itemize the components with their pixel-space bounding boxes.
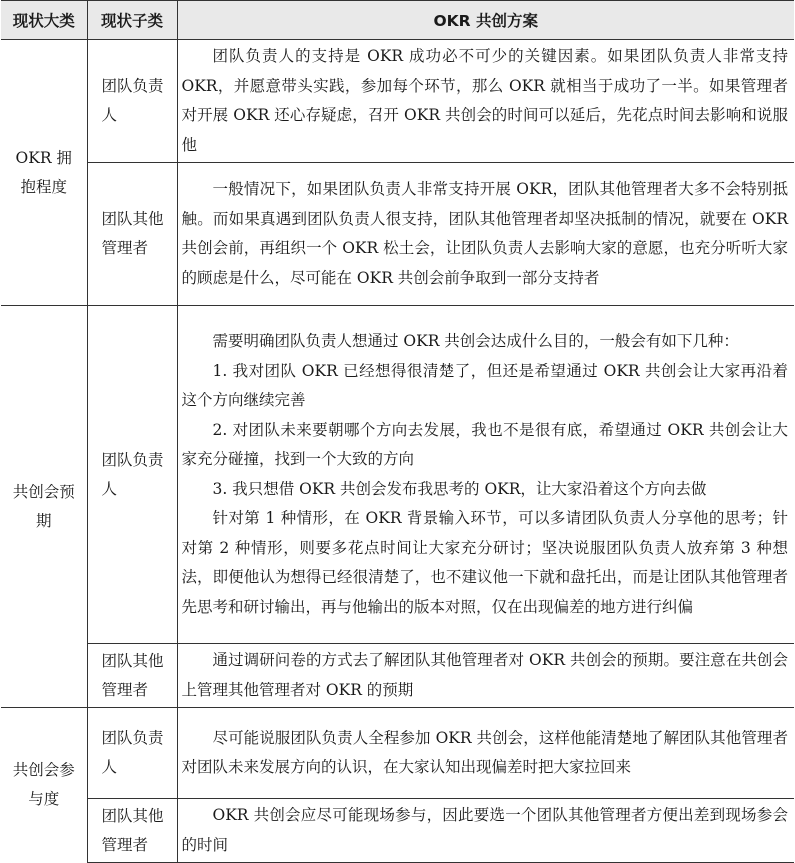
category-cell: OKR 拥抱程度 [1,40,87,306]
plan-cell [177,306,794,644]
plan-paragraph: 3. 我只想借 OKR 共创会发布我思考的 OKR，让大家沿着这个方向去做 [212,479,707,498]
table-row [1,306,794,644]
plan-cell [177,799,794,863]
subcategory-cell: 团队其他管理者 [87,799,177,863]
plan-paragraph: 1. 我对团队 OKR 已经想得很清楚了，但还是希望通过 OKR 共创会让大家再沿着这个方向继续完善 [181,361,788,409]
table-row [1,163,794,306]
table-row [1,644,794,708]
subcategory-cell: 团队负责人 [87,306,177,644]
table-row [1,40,794,163]
header-plan: OKR 共创方案 [177,1,794,40]
plan-cell [177,708,794,799]
plan-paragraph: 一般情况下，如果团队负责人非常支持开展 OKR，团队其他管理者大多不会特别抵触。而如果真遇到团队负责人很支持，团队其他管理者却坚决抵制的情况，就要在 OKR 共创会前，再组织一个 OKR 松土会，让团队负责人去影响大家的意愿，也充分听听大家的顾虑是什么，尽可能在 OKR 共创会前争取到一部分支持者 [181,180,788,287]
table-row [1,799,794,863]
plan-cell [177,163,794,306]
plan-paragraph: 针对第 1 种情形，在 OKR 背景输入环节，可以多请团队负责人分享他的思考；针对第 2 种情形，则要多花点时间让大家充分研讨；坚决说服团队负责人放弃第 3 种想法，即便他认为想得已经很清楚了，也不建议他一下就和盘托出，而是让团队其他管理者先思考和研讨输出，再与他输出的版本对照，仅在出现偏差的地方进行纠偏 [181,509,788,616]
subcategory-cell: 团队负责人 [87,40,177,163]
header-category: 现状大类 [1,1,87,40]
plan-paragraph: 团队负责人的支持是 OKR 成功必不可少的关键因素。如果团队负责人非常支持 OKR，并愿意带头实践，参加每个环节，那么 OKR 就相当于成功了一半。如果管理者对开展 OKR 还心存疑虑，召开 OKR 共创会的时间可以延后，先花点时间去影响和说服他 [181,47,788,154]
subcategory-cell: 团队负责人 [87,708,177,799]
plan-paragraph: 需要明确团队负责人想通过 OKR 共创会达成什么目的，一般会有如下几种： [212,332,739,350]
okr-cocreation-table [1,0,794,863]
plan-cell [177,40,794,163]
table-header-row [1,1,794,40]
plan-paragraph: 2. 对团队未来要朝哪个方向去发展，我也不是很有底，希望通过 OKR 共创会让大家充分碰撞，找到一个大致的方向 [181,420,788,468]
category-cell: 共创会参与度 [1,708,87,863]
table-row [1,708,794,799]
plan-paragraph: 尽可能说服团队负责人全程参加 OKR 共创会，这样他能清楚地了解团队其他管理者对团队未来发展方向的认识，在大家认知出现偏差时把大家拉回来 [181,728,788,776]
plan-paragraph: 通过调研问卷的方式去了解团队其他管理者对 OKR 共创会的预期。要注意在共创会上管理其他管理者对 OKR 的预期 [181,651,788,699]
category-cell: 共创会预期 [1,306,87,708]
subcategory-cell: 团队其他管理者 [87,163,177,306]
subcategory-cell: 团队其他管理者 [87,644,177,708]
header-subcategory: 现状子类 [87,1,177,40]
plan-cell [177,644,794,708]
plan-paragraph: OKR 共创会应尽可能现场参与，因此要选一个团队其他管理者方便出差到现场参会的时间 [181,806,788,854]
